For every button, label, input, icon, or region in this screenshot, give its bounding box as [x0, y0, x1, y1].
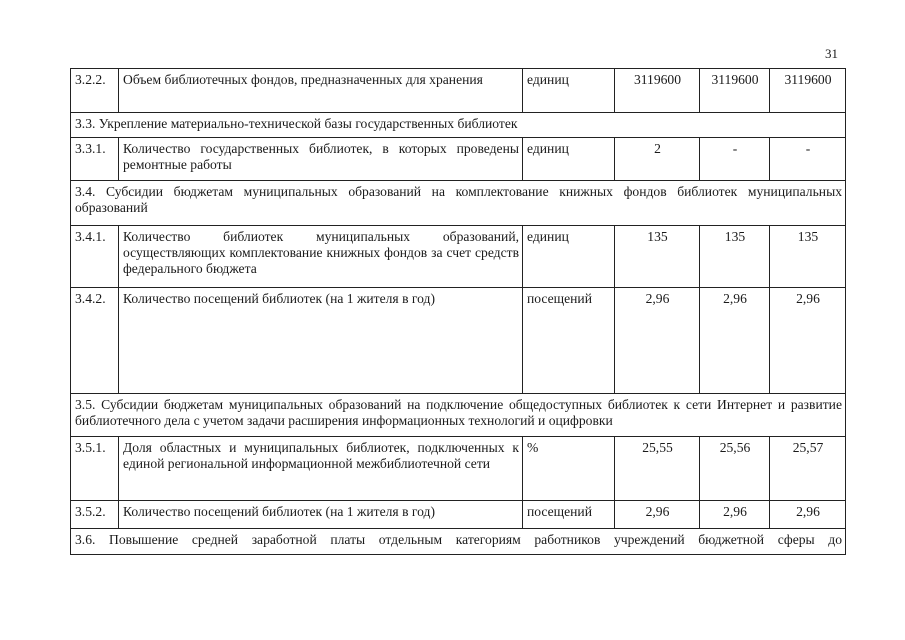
value-year-3: 2,96: [770, 288, 846, 394]
indicator-name: Количество библиотек муниципальных образований, осуществляющих комплектование книжных фондов за счет средств федерального бюджета: [119, 226, 523, 288]
row-number: 3.4.1.: [71, 226, 119, 288]
section-row: [71, 529, 846, 555]
value-year-3: 2,96: [770, 501, 846, 529]
value-year-2: 135: [700, 226, 770, 288]
value-year-1: 2: [615, 138, 700, 181]
value-year-3: 135: [770, 226, 846, 288]
indicator-name: Количество государственных библиотек, в которых проведены ремонтные работы: [119, 138, 523, 181]
unit-cell: единиц: [523, 138, 615, 181]
section-row: [71, 394, 846, 437]
section-row: [71, 181, 846, 226]
row-number: 3.5.1.: [71, 437, 119, 501]
value-year-3: -: [770, 138, 846, 181]
value-year-1: 2,96: [615, 288, 700, 394]
row-number: 3.2.2.: [71, 69, 119, 113]
indicator-name: Количество посещений библиотек (на 1 жителя в год): [119, 288, 523, 394]
table-row: [71, 69, 846, 113]
value-year-1: 2,96: [615, 501, 700, 529]
row-number: 3.4.2.: [71, 288, 119, 394]
value-year-2: 2,96: [700, 288, 770, 394]
row-number: 3.3.1.: [71, 138, 119, 181]
section-heading: 3.4. Субсидии бюджетам муниципальных образований на комплектование книжных фондов библиотек муниципальных образований: [71, 181, 846, 226]
row-number: 3.5.2.: [71, 501, 119, 529]
table-row: [71, 501, 846, 529]
section-heading: 3.5. Субсидии бюджетам муниципальных образований на подключение общедоступных библиотек к сети Интернет и развитие библиотечного дела с учетом задачи расширения информационных технологий и оцифровки: [71, 394, 846, 437]
indicator-name: Доля областных и муниципальных библиотек, подключенных к единой региональной информационной межбиблиотечной сети: [119, 437, 523, 501]
value-year-2: 25,56: [700, 437, 770, 501]
section-heading: 3.6. Повышение средней заработной платы отдельным категориям работников учреждений бюджетной сферы до: [71, 529, 846, 555]
unit-cell: единиц: [523, 226, 615, 288]
value-year-2: -: [700, 138, 770, 181]
indicators-table: [70, 68, 846, 555]
value-year-1: 3119600: [615, 69, 700, 113]
unit-cell: посещений: [523, 501, 615, 529]
value-year-1: 135: [615, 226, 700, 288]
value-year-3: 25,57: [770, 437, 846, 501]
table-row: [71, 226, 846, 288]
section-row: [71, 113, 846, 138]
unit-cell: %: [523, 437, 615, 501]
table-row: [71, 288, 846, 394]
unit-cell: посещений: [523, 288, 615, 394]
section-heading: 3.3. Укрепление материально-технической базы государственных библиотек: [71, 113, 846, 138]
page-number: 31: [825, 46, 838, 61]
table-row: [71, 437, 846, 501]
value-year-3: 3119600: [770, 69, 846, 113]
value-year-2: 2,96: [700, 501, 770, 529]
value-year-2: 3119600: [700, 69, 770, 113]
table-row: [71, 138, 846, 181]
indicator-name: Количество посещений библиотек (на 1 жителя в год): [119, 501, 523, 529]
value-year-1: 25,55: [615, 437, 700, 501]
indicator-name: Объем библиотечных фондов, предназначенных для хранения: [119, 69, 523, 113]
unit-cell: единиц: [523, 69, 615, 113]
